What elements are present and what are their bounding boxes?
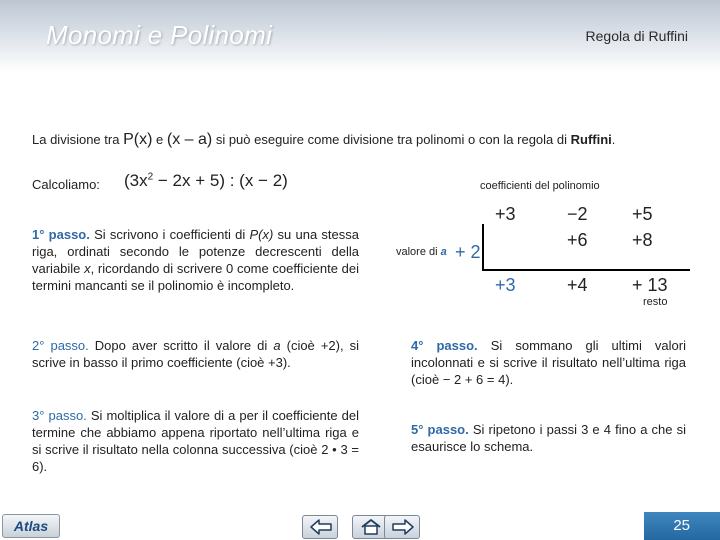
step-4-paragraph — [411, 337, 686, 388]
coefficient-cell: +5 — [632, 204, 653, 224]
coefficients-label: coefficienti del polinomio — [480, 180, 600, 192]
calc-expression — [124, 171, 288, 191]
expr-part: − 2x + 5) : (x − 2) — [153, 171, 288, 190]
step-text-italic: a — [273, 338, 281, 353]
home-icon — [359, 519, 383, 535]
step-text-italic: x — [84, 261, 91, 276]
step-1-paragraph — [32, 226, 359, 294]
section-subtitle: Regola di Ruffini — [585, 28, 688, 44]
expr-part: (3x — [124, 171, 148, 190]
step-text: Si moltiplica il valore di a per il coefficiente del termine che abbiamo appena riportato nell’ultima riga e si scrive il risultato nella colonna successiva (cioè 2 • 3 = 6). — [32, 408, 359, 474]
step-text: Si ripetono i passi 3 e 4 fino a che si esaurisce lo schema. — [411, 422, 686, 454]
prev-button[interactable] — [302, 515, 338, 539]
step-3-heading: 3° passo. — [32, 408, 87, 423]
home-button[interactable] — [352, 515, 388, 539]
intro-ruffini: Ruffini — [570, 132, 612, 147]
intro-part: . — [611, 132, 616, 147]
next-arrow-icon — [391, 519, 415, 535]
next-button[interactable] — [384, 515, 420, 539]
page-title: Monomi e Polinomi — [46, 20, 273, 50]
step-4-heading: 4° passo. — [411, 338, 478, 353]
atlas-logo: Atlas — [2, 514, 60, 538]
intro-xa: (x – a) — [166, 131, 213, 148]
calc-label: Calcoliamo: — [32, 177, 100, 192]
step-text: Dopo aver scritto il valore di — [88, 338, 274, 353]
page-number: 25 — [644, 512, 720, 540]
step-text: , ricordando di scrivere 0 come coefficiente dei termini mancanti se il polinomio è incompleto. — [32, 261, 359, 293]
value-label-text: valore di — [396, 246, 441, 258]
remainder-cell: + 13 — [632, 275, 668, 295]
expr-exponent: 2 — [147, 171, 154, 183]
remainder-label: resto — [643, 296, 668, 308]
step-2-paragraph — [32, 337, 359, 371]
intro-part: La divisione tra — [32, 132, 124, 147]
result-cell: +3 — [495, 275, 516, 295]
step-2-heading: 2° passo. — [32, 338, 89, 353]
product-cell: +6 — [567, 230, 588, 250]
step-text: Si scrivono i coefficienti di — [89, 227, 250, 242]
coefficient-cell: −2 — [567, 204, 588, 224]
step-text: Si sommano gli ultimi valori incolonnati e si scrive il risultato nell’ultima riga (cioè − 2 + 6 = 4). — [411, 338, 686, 387]
scheme-horizontal-line — [482, 269, 690, 271]
result-cell: +4 — [567, 275, 588, 295]
value-of-a: + 2 — [455, 242, 481, 262]
step-5-paragraph — [411, 421, 686, 455]
value-label-a: a — [440, 246, 447, 258]
intro-part: e — [152, 132, 167, 147]
step-text: su una stessa riga, ordinati secondo le potenze decrescenti della variabile — [32, 227, 359, 276]
intro-text — [32, 131, 692, 149]
step-1-heading: 1° passo. — [32, 227, 90, 242]
step-3-paragraph — [32, 407, 359, 475]
prev-arrow-icon — [309, 519, 333, 535]
product-cell: +8 — [632, 230, 653, 250]
value-of-a-label — [396, 246, 447, 258]
step-text-italic: P(x) — [249, 227, 274, 242]
coefficient-cell: +3 — [495, 204, 516, 224]
scheme-vertical-line — [482, 224, 484, 270]
step-text: (cioè +2), si scrive in basso il primo coefficiente (cioè +3). — [32, 338, 360, 370]
intro-px: P(x) — [123, 131, 153, 148]
intro-part: si può eseguire come divisione tra polinomi o con la regola di — [212, 132, 571, 147]
step-5-heading: 5° passo. — [411, 422, 469, 437]
